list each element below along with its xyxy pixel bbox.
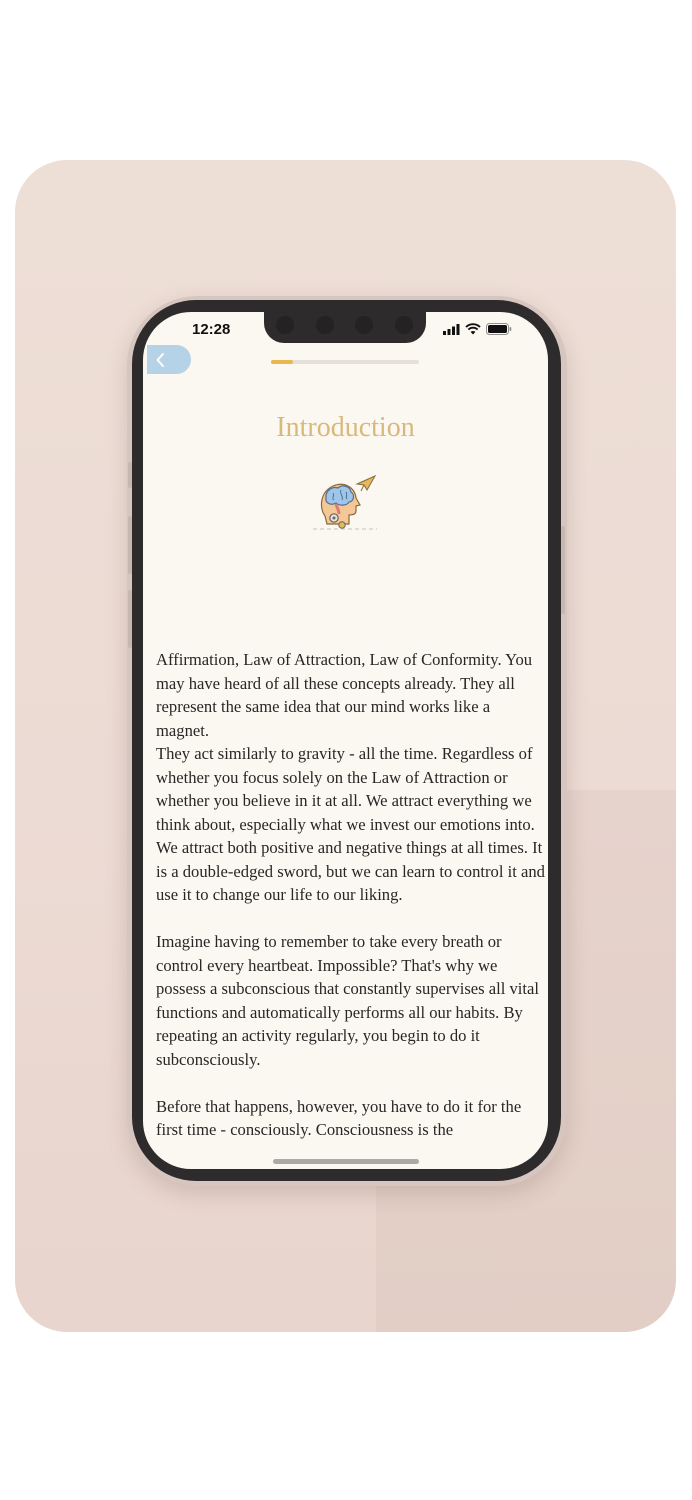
paragraph-3: Before that happens, however, you have to do it for the first time - consciously. Consciousness is the <box>156 1096 522 1139</box>
paragraph-2: Imagine having to remember to take every breath or control every heartbeat. Impossible? That's why we possess a subconscious that constantly supervises all vital functions and automatically performs all our habits. By repeating an activity regularly, you begin to do it subconsciously. <box>156 932 539 1069</box>
power-button <box>561 526 565 614</box>
camera-dot <box>395 316 413 334</box>
battery-icon <box>486 323 512 335</box>
article-body <box>156 648 546 1165</box>
cellular-signal-icon <box>443 324 460 335</box>
notch <box>264 312 426 343</box>
back-button[interactable] <box>147 345 191 374</box>
paragraph-1: Affirmation, Law of Attraction, Law of Conformity. You may have heard of all these concepts already. They all represent the same idea that our mind works like a magnet. They act similarly to gravity - all the time. Regardless of whether you focus solely on the Law of Attraction or whether you believe in it at all. We attract everything we think about, especially what we invest our emotions into. We attract both positive and negative things at all times. It is a double-edged sword, but we can learn to control it and use it to change our life to our liking. <box>156 650 545 904</box>
mute-switch <box>128 462 132 488</box>
head-brain-paper-plane-icon <box>311 472 379 540</box>
wifi-icon <box>465 323 481 335</box>
volume-up-button <box>128 516 132 574</box>
lesson-progress-fill <box>271 360 293 364</box>
page-title: Introduction <box>276 412 415 443</box>
app-screen <box>143 312 548 1169</box>
volume-down-button <box>128 590 132 648</box>
home-indicator[interactable] <box>273 1159 419 1164</box>
status-icons <box>443 322 512 336</box>
sensor-dot <box>316 316 334 334</box>
lesson-progress-bar <box>271 360 419 364</box>
status-time: 12:28 <box>192 321 231 338</box>
sensor-dot <box>276 316 294 334</box>
chevron-left-icon <box>155 352 165 368</box>
sensor-dot <box>355 316 373 334</box>
